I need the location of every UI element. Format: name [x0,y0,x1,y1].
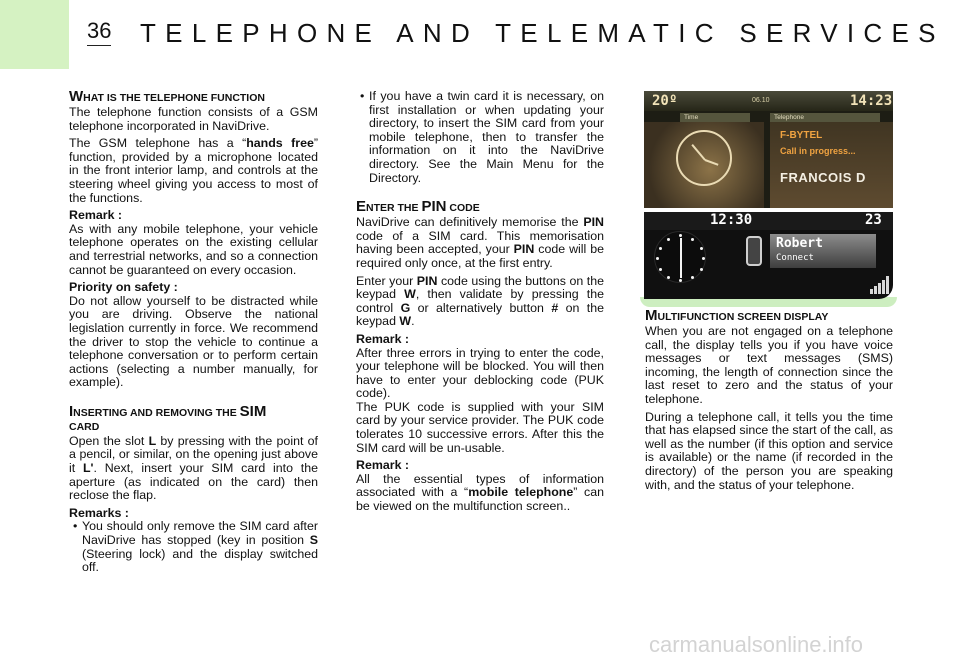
heading-multifunction-screen: MULTIFUNCTION SCREEN DISPLAY [645,307,829,324]
call-status: Call in progress... [780,146,856,156]
paragraph: The GSM telephone has a “hands free” function, provided by a microphone located in the front interior lamp, and controls at the steering wheel giving you access to most of the functions. [69,136,318,205]
screen-call-in-progress [644,91,893,208]
bullet-item: • If you have a twin card it is necessary, on first installation or when updating your directory, to insert the SIM card from your mobile telephone, then to transfer the information on it into the NaviDrive directory. See the Main Menu for the Directory. [356,90,604,185]
temperature-readout: 23 [865,212,882,228]
remark-label: Remark : [69,208,123,223]
column-left [69,90,318,579]
analog-clock-icon [676,130,732,186]
screen-tab-telephone: Telephone [770,113,880,122]
clock-panel [644,122,764,208]
temperature-readout: 20º [652,93,678,109]
remarks-label: Remarks : [69,505,129,520]
column-middle [356,90,604,518]
mobile-phone-icon [746,236,762,266]
clock-hand [680,238,682,278]
screen-status-bar [644,212,893,230]
telephone-panel [770,122,893,208]
screen-tab-time: Time [680,113,750,122]
priority-label: Priority on safety : [69,280,178,295]
heading-telephone-function: WHAT IS THE TELEPHONE FUNCTION [69,88,265,105]
operator-name: F-BYTEL [780,130,823,141]
heading-sim-card: INSERTING AND REMOVING THE SIM CARD [69,402,267,433]
contact-name: Robert [776,236,823,251]
multifunction-screen-photos [644,91,893,300]
paragraph: During a telephone call, it tells you the time that has elapsed since the start of the call, as well as the number (if this option and service is available) or the name (if recorded in the directory) of the person you are speaking with, and the status of your telephone. [645,409,893,492]
paragraph: Enter your PIN code using the buttons on the keypad W, then validate by pressing the control G or alternatively button # on the keypad W. [356,273,604,329]
contact-box [770,234,876,268]
analog-clock-icon [654,231,706,283]
time-readout: 12:30 [710,212,753,228]
date-readout: 06.10 [752,97,770,104]
paragraph: The telephone function consists of a GSM telephone incorporated in NaviDrive. [69,105,318,133]
chapter-title: TELEPHONE AND TELEMATIC SERVICES [140,18,945,48]
corner-tab [0,0,69,69]
remark-label: Remark : [356,458,410,473]
paragraph: The PUK code is supplied with your SIM card by your service provider. The PUK code tolerates 10 successive errors. After this the SIM card will be un-usable. [356,399,604,455]
watermark: carmanualsonline.info [649,632,864,657]
time-readout: 14:23 [850,93,893,109]
caller-name: FRANCOIS D [780,170,866,185]
paragraph: When you are not engaged on a telephone call, the display tells you if you have voice messages or text messages (SMS) incoming, the length of connection since the last reset to zero and the status of your telephone. [645,324,893,406]
connection-status: Connect [776,253,814,263]
paragraph: As with any mobile telephone, your vehicle telephone operates on the existing cellular and terrestrial networks, and so a connection cannot be guaranteed on every occasion. [69,221,318,277]
signal-strength-icon [870,272,890,294]
paragraph: NaviDrive can definitively memorise the PIN code of a SIM card. This memorisation having been accepted, your PIN code will be required only once, at the first entry. [356,215,604,270]
page-number: 36 [87,18,111,46]
remark-label: Remark : [356,331,410,346]
bullet-item: • You should only remove the SIM card after NaviDrive has stopped (key in position S (Steering lock) and the display switched off. [69,520,318,574]
paragraph: Open the slot L by pressing with the point of a pencil, or similar, on the opening just above it L'. Next, insert your SIM card into the aperture (as indicated on the card) then reclose the flap. [69,433,318,503]
screen-connected [644,212,893,299]
paragraph: All the essential types of information associated with a “mobile telephone” can be viewed on the multifunction screen.. [356,471,604,514]
paragraph: After three errors in trying to enter the code, your telephone will be blocked. You will then have to enter your deblocking code (PUK code). [356,345,604,401]
heading-pin-code: ENTER THE PIN CODE [356,198,480,216]
column-right [645,309,893,496]
paragraph: Do not allow yourself to be distracted while you are driving. Observe the national legislation currently in force. We recommend the driver to stop the vehicle to continue a telephone conversation or to perform certain actions (selecting a number manually, for example). [69,293,318,390]
